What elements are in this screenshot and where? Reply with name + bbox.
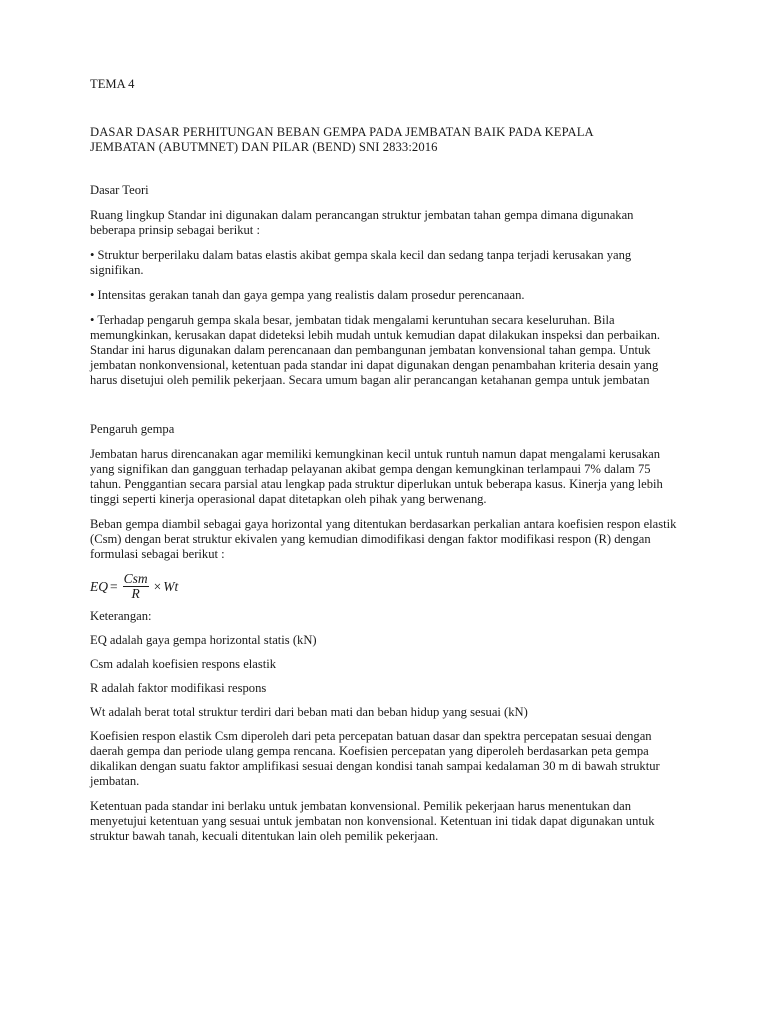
definition-csm: Csm adalah koefisien respons elastik xyxy=(90,657,277,671)
heading-pengaruh-gempa: Pengaruh gempa xyxy=(90,422,175,436)
heading-dasar-teori: Dasar Teori xyxy=(90,183,149,197)
keterangan-label: Keterangan: xyxy=(90,609,152,623)
formula-times: × xyxy=(153,579,162,594)
definition-wt: Wt adalah berat total struktur terdiri dari beban mati dan beban hidup yang sesuai (kN) xyxy=(90,705,528,719)
bullet-item-3: • Terhadap pengaruh gempa skala besar, jembatan tidak mengalami keruntuhan secara keseluruhan. Bila memungkinkan, kerusakan dapat dideteksi lebih mudah untuk kemudian dapat dilakukan inspeksi dan perbaikan. Standar ini harus digunakan dalam perencanaan dan pembangunan jembatan konvensional tahan gempa. Untuk jembatan nonkonvensional, ketentuan pada standar ini dapat digunakan dengan penambahan kriteria desain yang harus disetujui oleh pemilik pekerjaan. Secara umum bagan alir perancangan ketahanan gempa untuk jembatan xyxy=(90,313,661,387)
formula-fraction xyxy=(123,572,149,601)
paragraph-pengaruh-1: Jembatan harus direncanakan agar memiliki kemungkinan kecil untuk runtuh namun dapat mengalami kerusakan yang signifikan dan gangguan terhadap pelayanan akibat gempa dengan kemungkinan terlampaui 7% dalam 75 tahun. Penggantian secara parsial atau lengkap pada struktur diperlukan untuk beberapa kasus. Kinerja yang lebih tinggi seperti kinerja operasional dapat ditetapkan oleh pihak yang berwenang. xyxy=(90,447,663,506)
paragraph-ketentuan: Ketentuan pada standar ini berlaku untuk jembatan konvensional. Pemilik pekerjaan harus menentukan dan menyetujui ketentuan yang sesuai untuk jembatan non konvensional. Ketentuan ini tidak dapat digunakan untuk struktur bawah tanah, kecuali ditentukan lain oleh pemilik pekerjaan. xyxy=(90,799,655,843)
doc-title-line-1: DASAR DASAR PERHITUNGAN BEBAN GEMPA PADA JEMBATAN BAIK PADA KEPALA xyxy=(90,125,594,139)
intro-paragraph: Ruang lingkup Standar ini digunakan dalam perancangan struktur jembatan tahan gempa dimana digunakan beberapa prinsip sebagai berikut : xyxy=(90,208,634,237)
doc-title-line-2: JEMBATAN (ABUTMNET) DAN PILAR (BEND) SNI 2833:2016 xyxy=(90,140,438,154)
formula-numerator: Csm xyxy=(123,571,148,586)
formula-eq xyxy=(90,572,680,601)
definition-eq: EQ adalah gaya gempa horizontal statis (kN) xyxy=(90,633,317,647)
document-page xyxy=(90,77,680,854)
formula-lhs: EQ xyxy=(90,579,108,594)
formula-denominator: R xyxy=(131,586,140,601)
formula-equals: = xyxy=(110,579,118,594)
doc-label-tema: TEMA 4 xyxy=(90,77,135,91)
doc-title xyxy=(90,125,680,155)
bullet-item-1: • Struktur berperilaku dalam batas elastis akibat gempa skala kecil dan sedang tanpa terjadi kerusakan yang signifikan. xyxy=(90,248,632,277)
paragraph-pengaruh-2: Beban gempa diambil sebagai gaya horizontal yang ditentukan berdasarkan perkalian antara koefisien respon elastik (Csm) dengan berat struktur ekivalen yang kemudian dimodifikasi dengan faktor modifikasi respon (R) dengan formulasi sebagai berikut : xyxy=(90,517,677,561)
definition-r: R adalah faktor modifikasi respons xyxy=(90,681,267,695)
formula-rhs: Wt xyxy=(163,579,179,594)
bullet-item-2: • Intensitas gerakan tanah dan gaya gempa yang realistis dalam prosedur perencanaan. xyxy=(90,288,525,302)
paragraph-koefisien: Koefisien respon elastik Csm diperoleh dari peta percepatan batuan dasar dan spektra percepatan sesuai dengan daerah gempa dan periode ulang gempa rencana. Koefisien percepatan yang diperoleh berdasarkan peta gempa dikalikan dengan suatu faktor amplifikasi sesuai dengan kondisi tanah sampai kedalaman 30 m di bawah struktur jembatan. xyxy=(90,729,660,788)
